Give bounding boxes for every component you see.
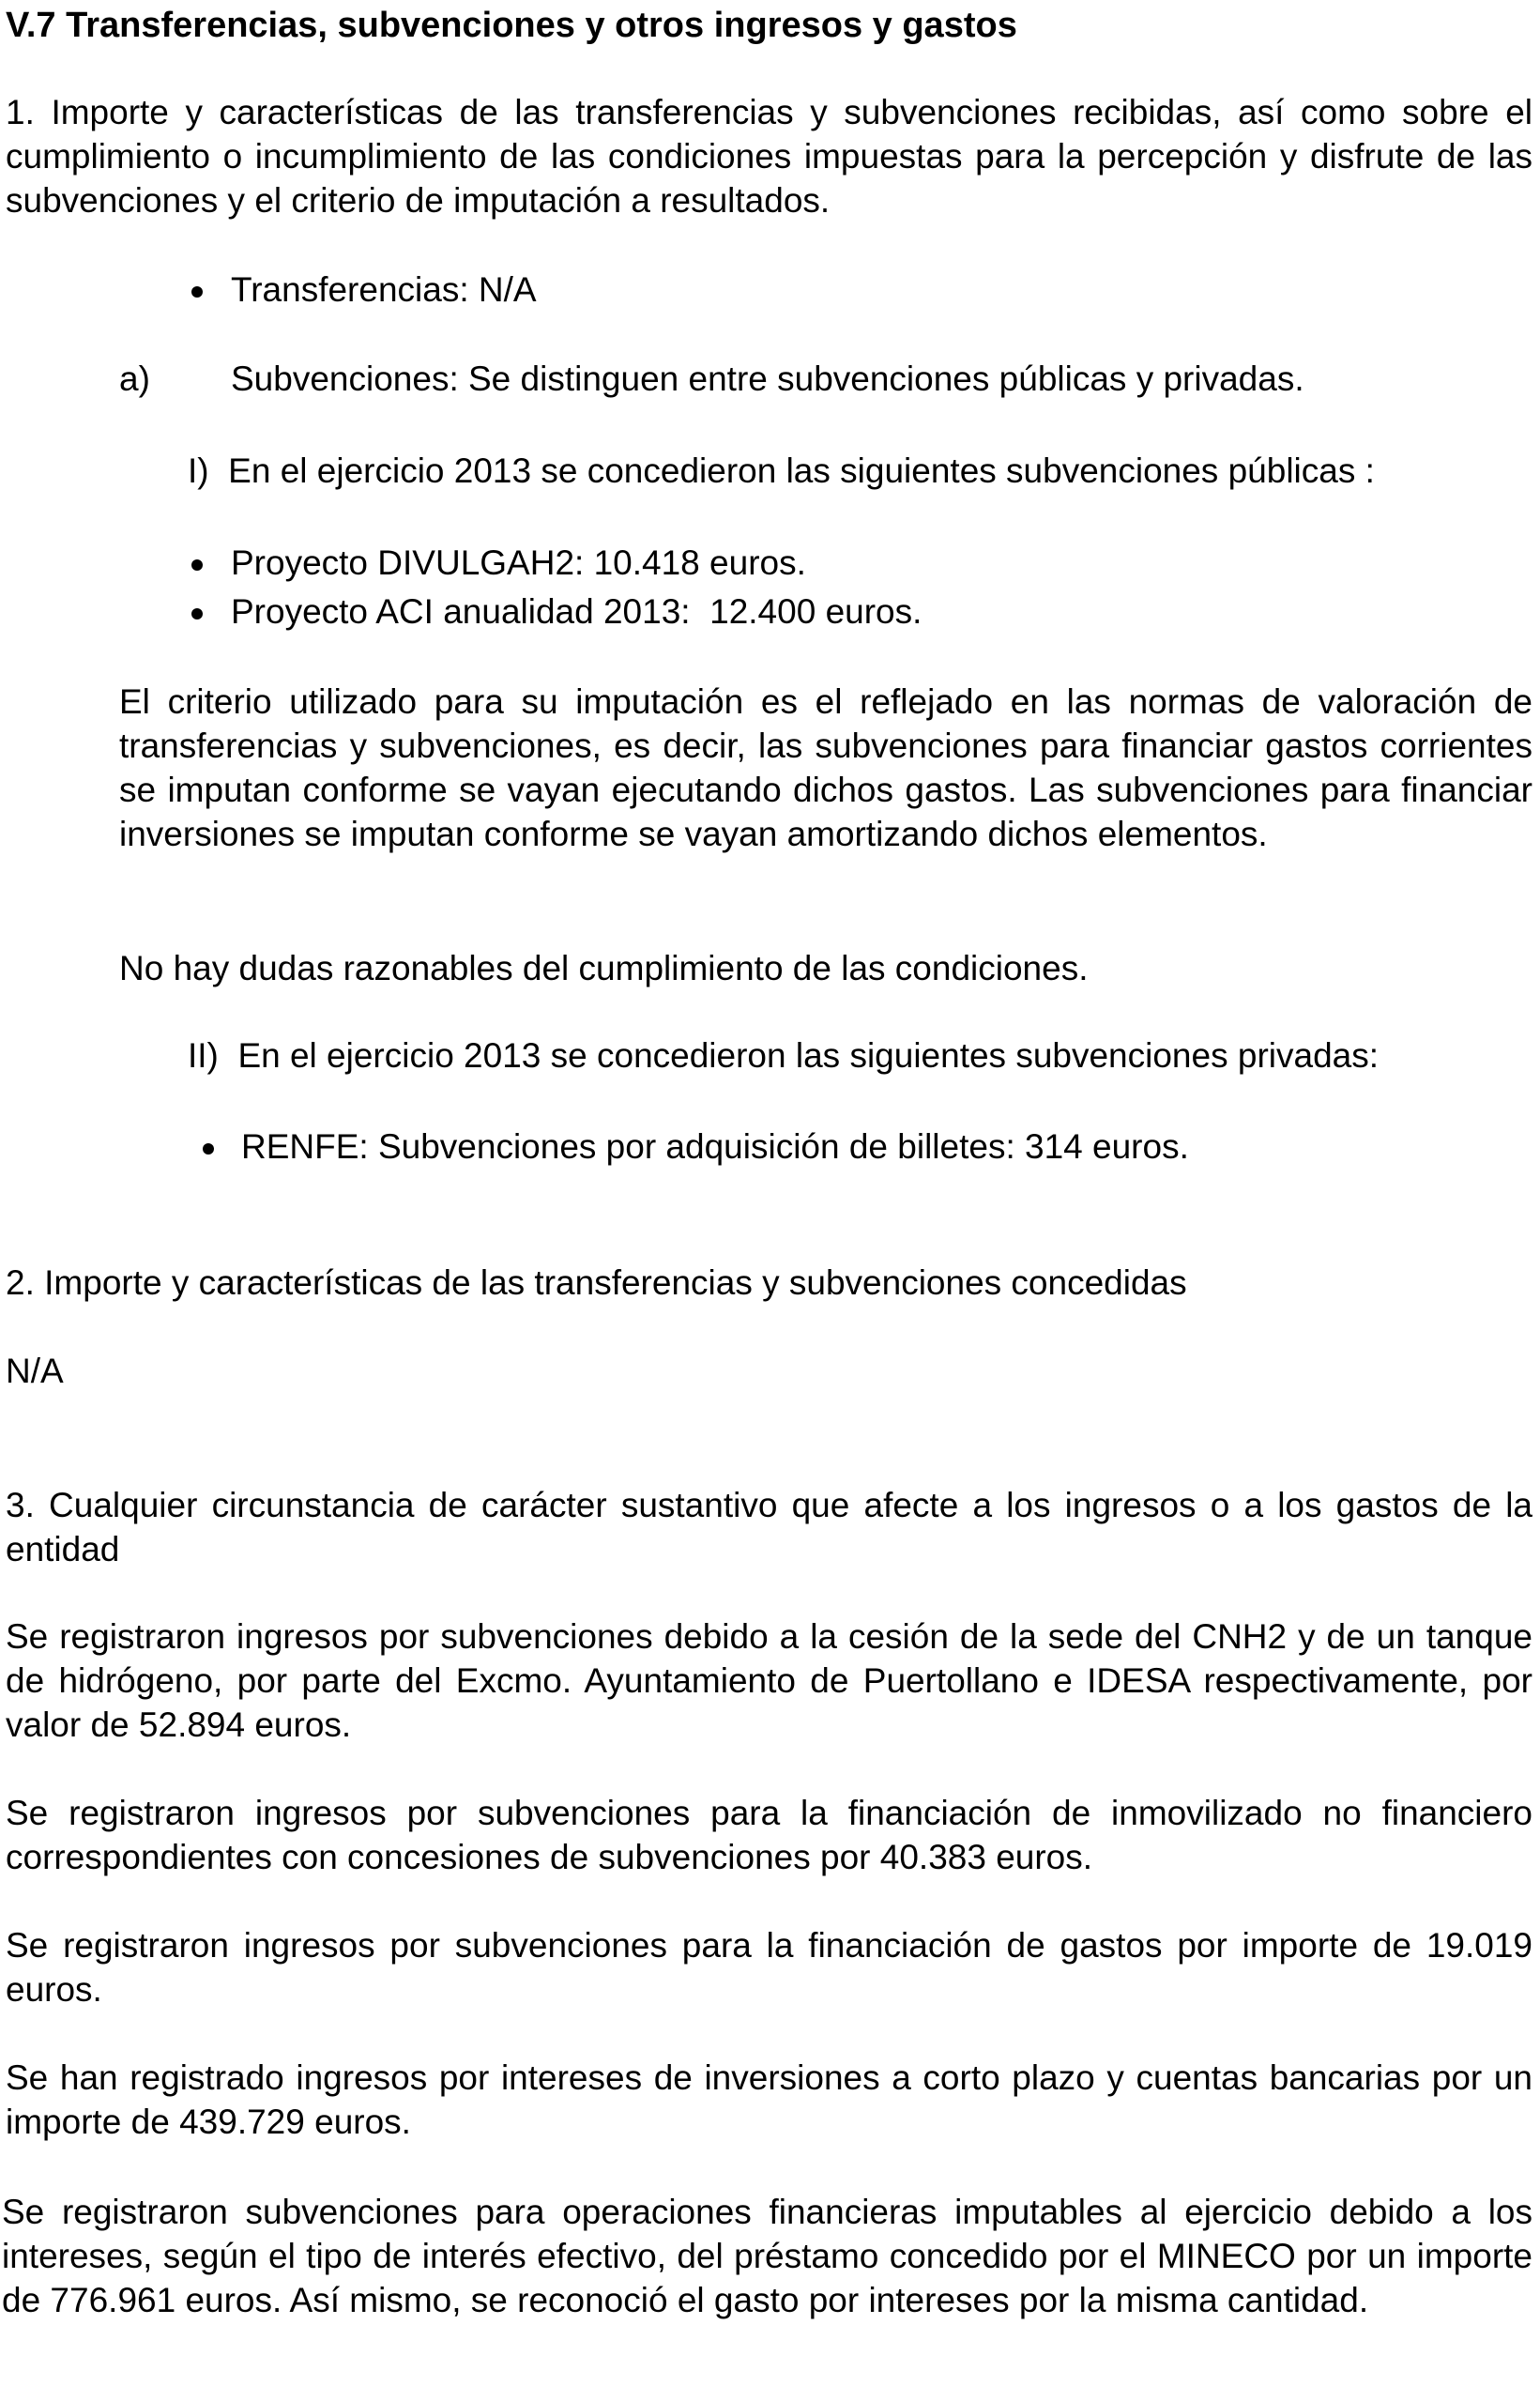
section-3-paragraph: Se registraron ingresos por subvenciones para la financiación de inmovilizado no financiero correspondientes con concesiones de subvenciones por 40.383 euros. xyxy=(6,1794,1532,1876)
subvenciones-intro: Subvenciones: Se distinguen entre subvenciones públicas y privadas. xyxy=(231,359,1304,398)
bullet-icon xyxy=(191,559,203,571)
public-subsidy-item: Proyecto DIVULGAH2: 10.418 euros. xyxy=(231,543,806,582)
section-3-paragraph: Se registraron subvenciones para operaciones financieras imputables al ejercicio debido a los intereses, según el tipo de interés efectivo, del préstamo concedido por el MINECO por un importe de 776.961 euros. Así mismo, se reconoció el gasto por intereses por la misma cantidad. xyxy=(2,2193,1532,2319)
bullet-icon xyxy=(203,1143,214,1155)
section-title: V.7 Transferencias, subvenciones y otros ingresos y gastos xyxy=(6,6,1017,45)
section-2-heading: 2. Importe y características de las transferencias y subvenciones concedidas xyxy=(6,1263,1187,1302)
imputation-criterion: El criterio utilizado para su imputación es el reflejado en las normas de valoración de transferencias y subvenciones, es decir, las subvenciones para financiar gastos corrientes se imputan conforme se vayan ejecutando dichos gastos. Las subvenciones para financiar inversiones se imputan conforme se vayan amortizando dichos elementos. xyxy=(119,682,1532,853)
subvenciones-marker: a) xyxy=(119,359,150,398)
private-subsidy-item: RENFE: Subvenciones por adquisición de billetes: 314 euros. xyxy=(241,1127,1189,1166)
section-1-heading: 1. Importe y características de las transferencias y subvenciones recibidas, así como sobre el cumplimiento o incumplimiento de las condiciones impuestas para la percepción y disfrute de las subvenciones y el criterio de imputación a resultados. xyxy=(6,93,1532,220)
section-3-paragraph: Se registraron ingresos por subvenciones para la financiación de gastos por importe de 19.019 euros. xyxy=(6,1926,1532,2009)
section-3-paragraph: Se registraron ingresos por subvenciones debido a la cesión de la sede del CNH2 y de un tanque de hidrógeno, por parte del Excmo. Ayuntamiento de Puertollano e IDESA respectivamente, por valor de 52.894 euros. xyxy=(6,1617,1532,1744)
private-subsidies-intro: II) En el ejercicio 2013 se concedieron las siguientes subvenciones privadas: xyxy=(188,1036,1380,1075)
public-subsidy-item: Proyecto ACI anualidad 2013: 12.400 euros. xyxy=(231,592,922,631)
section-3-heading: 3. Cualquier circunstancia de carácter sustantivo que afecte a los ingresos o a los gastos de la entidad xyxy=(6,1486,1532,1568)
conditions-statement: No hay dudas razonables del cumplimiento de las condiciones. xyxy=(119,949,1089,987)
bullet-icon xyxy=(191,608,203,619)
bullet-icon xyxy=(191,286,203,298)
section-2-value: N/A xyxy=(6,1352,64,1390)
transferencias-item: Transferencias: N/A xyxy=(231,270,537,309)
public-subsidies-intro: I) En el ejercicio 2013 se concedieron las siguientes subvenciones públicas : xyxy=(188,451,1375,490)
section-3-paragraph: Se han registrado ingresos por intereses de inversiones a corto plazo y cuentas bancarias por un importe de 439.729 euros. xyxy=(6,2058,1532,2141)
